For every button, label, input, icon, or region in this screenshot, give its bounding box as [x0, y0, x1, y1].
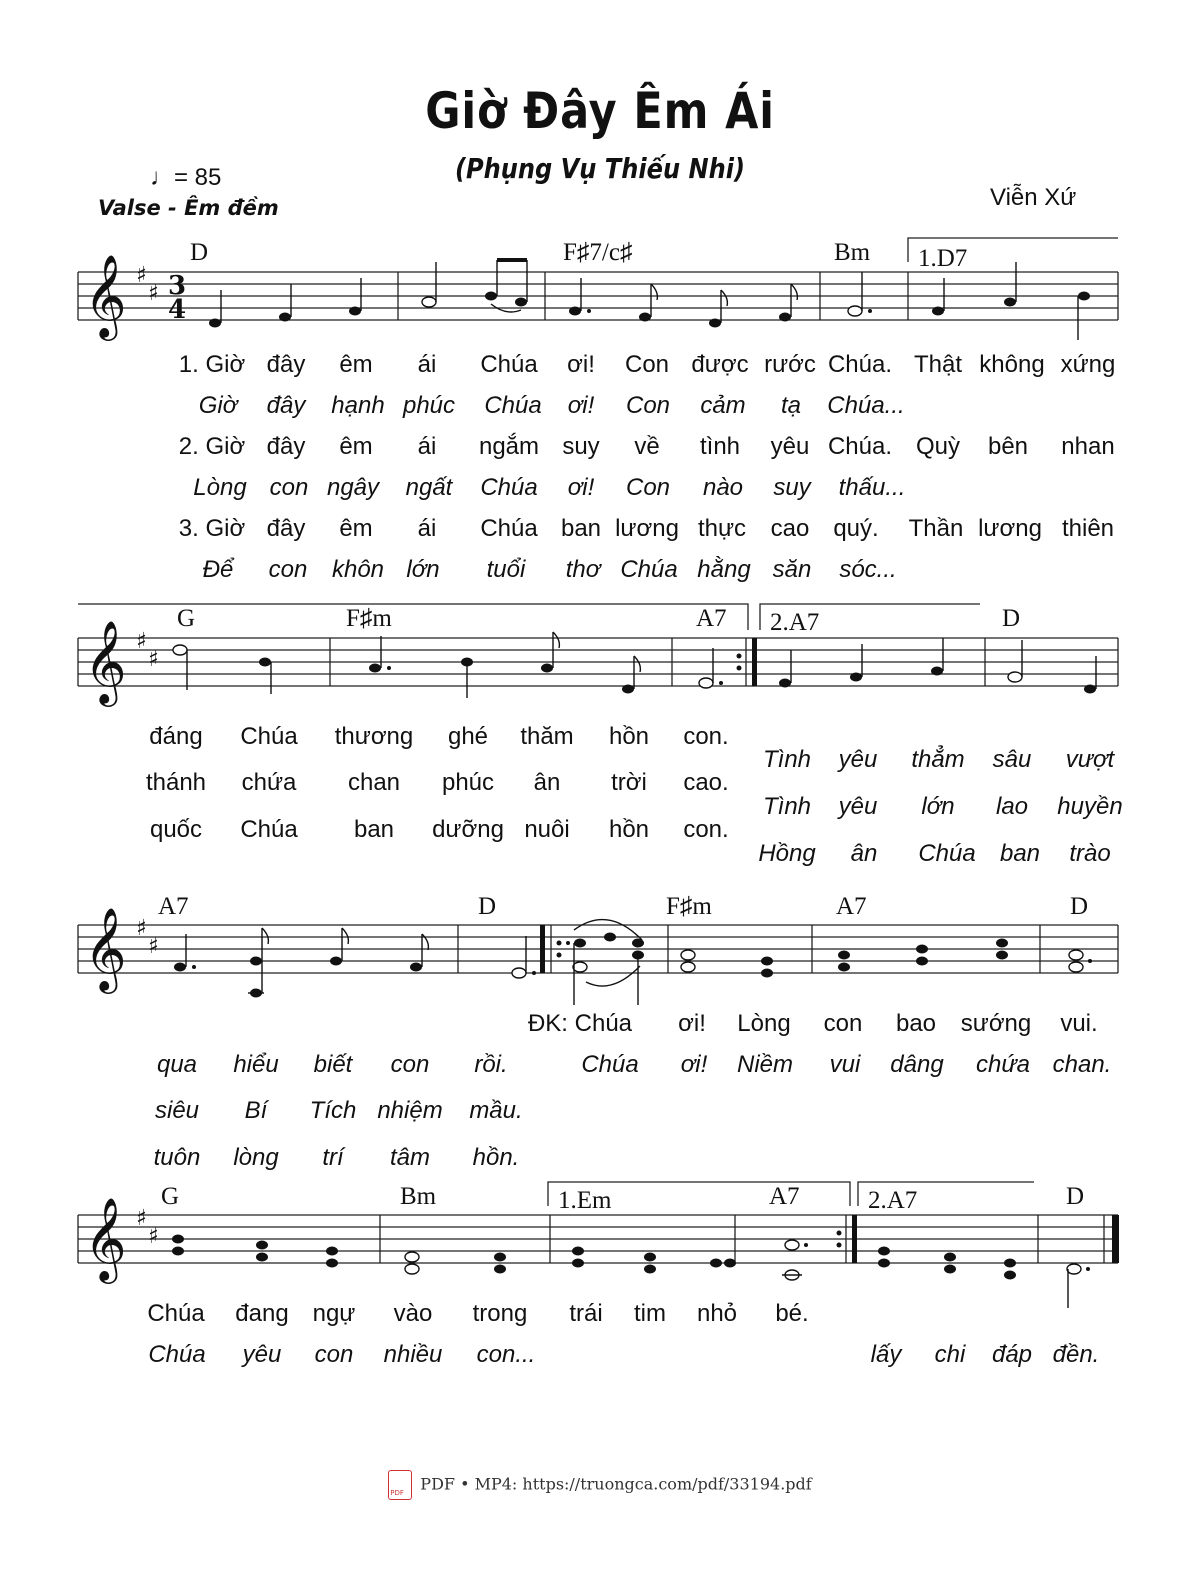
lyric-syllable: rước [764, 351, 816, 378]
repeat-start-icon [540, 925, 545, 973]
lyric-syllable: đây [266, 433, 306, 460]
lyric-syllable: ái [417, 515, 437, 542]
sharp-icon: ♯ [148, 934, 159, 959]
lyric-syllable: Thần [908, 515, 964, 542]
lyric-syllable: nuôi [524, 816, 570, 843]
lyric-syllable: hạnh [331, 392, 385, 419]
lyric-syllable: Chúa [147, 1300, 205, 1327]
lyric-syllable: trí [322, 1144, 344, 1171]
lyric-syllable: thiên [1061, 515, 1115, 542]
lyric-syllable: trong [472, 1300, 528, 1327]
lyric-syllable: vào [393, 1300, 433, 1327]
lyric-syllable: đây [266, 392, 306, 419]
lyric-syllable: ái [417, 351, 437, 378]
svg-text:4: 4 [168, 295, 187, 325]
lyric-syllable: tình [699, 433, 741, 460]
lyric-syllable: Quỳ [915, 433, 961, 460]
chord-label: G [177, 605, 196, 632]
lyric-syllable: lương [978, 515, 1042, 542]
lyric-syllable: Hồng [758, 840, 816, 867]
lyric-syllable: nhỏ [696, 1300, 738, 1327]
lyric-syllable: về [634, 433, 660, 460]
lyric-syllable: đáp [991, 1341, 1033, 1368]
pdf-icon [388, 1470, 412, 1500]
chord-label: A7 [158, 893, 189, 920]
lyric-syllable: cảm [700, 392, 746, 419]
lyric-syllable: ân [533, 769, 561, 796]
lyric-syllable: 3. Giờ [178, 515, 246, 542]
sharp-icon: ♯ [136, 916, 147, 941]
lyric-syllable: ơi! [567, 351, 595, 378]
lyric-syllable: con [269, 474, 309, 501]
lyric-syllable: hằng [697, 556, 751, 583]
lyric-syllable: chan. [1052, 1051, 1112, 1078]
lyric-syllable: cao. [683, 769, 729, 796]
lyric-syllable: dưỡng [432, 816, 504, 843]
repeat-end-icon [852, 1215, 857, 1263]
lyric-syllable: Giờ [198, 392, 238, 419]
lyric-syllable: yêu [770, 433, 810, 460]
style-marking: Valse - Êm đềm [98, 196, 279, 220]
lyric-syllable: đáng [149, 723, 203, 750]
lyric-syllable: thấu... [838, 474, 906, 501]
lyric-syllable: Lòng [737, 1010, 791, 1037]
lyric-syllable: ngắm [478, 433, 540, 460]
lyric-syllable: ơi! [680, 1051, 708, 1078]
lyric-syllable: suy [562, 433, 600, 460]
lyric-syllable: suy [773, 474, 811, 501]
sharp-icon: ♯ [148, 1224, 159, 1249]
song-subtitle: (Phụng Vụ Thiếu Nhi) [454, 152, 746, 185]
lyric-syllable: Chúa [480, 515, 538, 542]
lyric-syllable: nhiệm [377, 1097, 443, 1124]
sharp-icon: ♯ [148, 281, 159, 306]
lyric-syllable: hiểu [233, 1051, 279, 1078]
lyric-syllable: Con [625, 392, 671, 419]
lyric-syllable: ban [560, 515, 602, 542]
tempo-value: = 85 [174, 164, 222, 191]
lyric-syllable: bên [987, 433, 1029, 460]
lyric-syllable: mầu. [469, 1097, 523, 1124]
lyric-syllable: phúc [402, 392, 456, 419]
lyric-syllable: Chúa. [827, 351, 893, 378]
lyric-syllable: Tình [762, 793, 812, 820]
lyric-syllable: con... [476, 1341, 536, 1368]
lyric-syllable: bao [895, 1010, 937, 1037]
time-signature [168, 271, 186, 325]
lyric-syllable: yêu [838, 746, 878, 773]
sharp-icon: ♯ [136, 263, 147, 288]
lyric-syllable: xứng [1060, 351, 1116, 378]
chord-label: 2.A7 [770, 609, 820, 636]
lyric-syllable: săn [772, 556, 812, 583]
lyric-syllable: được [691, 351, 749, 378]
lyric-syllable: 2. Giờ [178, 433, 246, 460]
lyric-syllable: Chúa... [827, 392, 905, 419]
lyric-syllable: vượt [1065, 746, 1115, 773]
chord-label: D [190, 239, 209, 266]
staff-4 [78, 1215, 1118, 1263]
lyric-syllable: nhan [1061, 433, 1115, 460]
lyric-syllable: sâu [992, 746, 1032, 773]
treble-clef-icon: 𝄞 [84, 253, 127, 337]
lyrics-system-3 [154, 1010, 1112, 1171]
lyric-syllable: Niềm [736, 1051, 794, 1078]
lyric-syllable: con [314, 1341, 354, 1368]
lyric-syllable: đây [266, 351, 306, 378]
lyric-syllable: Chúa [484, 392, 542, 419]
treble-clef-icon: 𝄞 [84, 619, 127, 703]
lyric-syllable: con. [683, 723, 729, 750]
lyric-syllable: đây [266, 515, 306, 542]
lyric-syllable: con [268, 556, 308, 583]
lyric-syllable: Lòng [193, 474, 247, 501]
lyric-syllable: tạ [780, 392, 802, 419]
staff-1 [78, 272, 1118, 320]
lyric-syllable: Tích [309, 1097, 357, 1124]
lyric-syllable: không [979, 351, 1045, 378]
chord-label: 1.D7 [918, 245, 968, 272]
lyric-syllable: Bí [244, 1097, 268, 1124]
lyric-syllable: thơ [565, 556, 601, 583]
lyric-syllable: con. [683, 816, 729, 843]
lyric-syllable: lớn [921, 793, 955, 820]
lyric-syllable: lớn [406, 556, 440, 583]
lyric-syllable: Để [202, 556, 234, 583]
lyric-syllable: phúc [441, 769, 495, 796]
lyric-syllable: Chúa [581, 1051, 639, 1078]
treble-clef-icon: 𝄞 [84, 906, 127, 990]
lyric-syllable: tuôn [153, 1144, 201, 1171]
lyric-syllable: con [390, 1051, 430, 1078]
lyric-syllable: chan [347, 769, 401, 796]
lyric-syllable: đền. [1052, 1341, 1100, 1368]
lyric-syllable: ĐK: Chúa [527, 1010, 633, 1037]
sharp-icon: ♯ [148, 647, 159, 672]
chord-label: A7 [769, 1183, 800, 1210]
chord-label: F♯7/c♯ [563, 239, 633, 266]
lyric-syllable: trào [1069, 840, 1111, 867]
lyric-syllable: hồn [608, 816, 650, 843]
chord-label: F♯m [346, 605, 392, 632]
lyric-syllable: vui [829, 1051, 861, 1078]
lyric-syllable: quý. [833, 515, 879, 542]
treble-clef-icon: 𝄞 [84, 1196, 127, 1280]
chord-label: G [161, 1183, 180, 1210]
lyric-syllable: yêu [242, 1341, 282, 1368]
lyric-syllable: lao [995, 793, 1029, 820]
lyric-syllable: ngự [312, 1300, 356, 1327]
lyric-syllable: nhiều [383, 1341, 443, 1368]
lyric-syllable: tâm [389, 1144, 431, 1171]
lyric-syllable: Con [625, 474, 671, 501]
chord-label: D [478, 893, 497, 920]
lyric-syllable: nào [702, 474, 744, 501]
lyric-syllable: lòng [233, 1144, 279, 1171]
lyric-syllable: Chúa. [827, 433, 893, 460]
final-barline-icon [1112, 1215, 1119, 1263]
lyric-syllable: yêu [838, 793, 878, 820]
staff-2 [78, 638, 1118, 686]
lyric-syllable: Chúa [480, 474, 538, 501]
lyrics-system-2 [146, 723, 1123, 867]
lyric-syllable: qua [156, 1051, 198, 1078]
quarter-note-icon: ♩ [150, 164, 174, 191]
lyric-syllable: chứa [976, 1051, 1030, 1078]
lyric-syllable: trời [611, 769, 647, 796]
lyric-syllable: bé. [775, 1300, 809, 1327]
lyric-syllable: êm [339, 433, 373, 460]
lyric-syllable: Tình [762, 746, 812, 773]
chord-label: Bm [834, 239, 871, 266]
chord-label: Bm [400, 1183, 437, 1210]
lyric-syllable: êm [339, 515, 373, 542]
lyric-syllable: rồi. [474, 1051, 508, 1078]
lyric-syllable: ghé [447, 723, 489, 750]
lyric-syllable: cao [770, 515, 810, 542]
staff-3 [78, 925, 1118, 973]
chord-label: D [1066, 1183, 1085, 1210]
chord-label: F♯m [666, 893, 712, 920]
clefs [84, 253, 127, 1284]
lyric-syllable: hồn [608, 723, 650, 750]
lyric-syllable: tuổi [486, 556, 526, 583]
footer-link[interactable]: PDF • MP4: https://truongca.com/pdf/33194.pdf [420, 1474, 812, 1494]
lyric-syllable: ban [999, 840, 1041, 867]
chord-label: D [1070, 893, 1089, 920]
lyric-syllable: chi [934, 1341, 966, 1368]
lyric-syllable: Con [624, 351, 670, 378]
lyric-syllable: tim [634, 1300, 666, 1327]
chord-label: A7 [696, 605, 727, 632]
lyric-syllable: thực [697, 515, 747, 542]
lyric-syllable: ngây [326, 474, 380, 501]
lyric-syllable: sóc... [839, 556, 897, 583]
lyric-syllable: ngất [405, 474, 453, 501]
lyric-syllable: dâng [890, 1051, 944, 1078]
lyric-syllable: thẳm [911, 746, 965, 773]
repeat-end-icon [752, 638, 757, 686]
sharp-icon: ♯ [136, 629, 147, 654]
lyric-syllable: sướng [960, 1010, 1032, 1037]
lyric-syllable: 1. Giờ [178, 351, 246, 378]
composer: Viễn Xứ [990, 184, 1077, 211]
chord-label: 1.Em [558, 1187, 612, 1214]
lyric-syllable: lấy [870, 1341, 902, 1368]
lyric-syllable: thương [334, 723, 414, 750]
lyric-syllable: ân [850, 840, 878, 867]
lyric-syllable: ơi! [678, 1010, 706, 1037]
lyric-syllable: biết [313, 1051, 353, 1078]
chord-label: A7 [836, 893, 867, 920]
lyric-syllable: ái [417, 433, 437, 460]
lyric-syllable: Chúa [918, 840, 976, 867]
lyric-syllable: thánh [145, 769, 207, 796]
lyric-syllable: con [823, 1010, 863, 1037]
sharp-icon: ♯ [136, 1206, 147, 1231]
lyric-syllable: Thật [913, 351, 963, 378]
lyric-syllable: siêu [154, 1097, 200, 1124]
lyric-syllable: Chúa [240, 816, 298, 843]
lyric-syllable: Chúa [620, 556, 678, 583]
lyrics-system-1 [179, 351, 1116, 583]
lyric-syllable: Chúa [240, 723, 298, 750]
lyric-syllable: êm [339, 351, 373, 378]
chord-label: D [1002, 605, 1021, 632]
lyric-syllable: khôn [331, 556, 385, 583]
chord-label: 2.A7 [868, 1187, 918, 1214]
lyric-syllable: trái [569, 1300, 603, 1327]
lyrics-system-4 [147, 1300, 1099, 1368]
lyric-syllable: chứa [241, 769, 297, 796]
svg-text:3: 3 [168, 271, 187, 301]
lyric-syllable: quốc [149, 816, 203, 843]
lyric-syllable: Chúa [480, 351, 538, 378]
footer [0, 1470, 1200, 1500]
lyric-syllable: hồn. [472, 1144, 520, 1171]
song-title: Giờ Đây Êm Ái [425, 82, 775, 140]
lyric-syllable: huyền [1057, 793, 1123, 820]
lyric-syllable: ơi! [567, 474, 595, 501]
lyric-syllable: vui. [1060, 1010, 1098, 1037]
lyric-syllable: lương [615, 515, 679, 542]
lyric-syllable: ban [353, 816, 395, 843]
lyric-syllable: thăm [520, 723, 574, 750]
lyric-syllable: ơi! [567, 392, 595, 419]
lyric-syllable: đang [235, 1300, 289, 1327]
lyric-syllable: Chúa [148, 1341, 206, 1368]
